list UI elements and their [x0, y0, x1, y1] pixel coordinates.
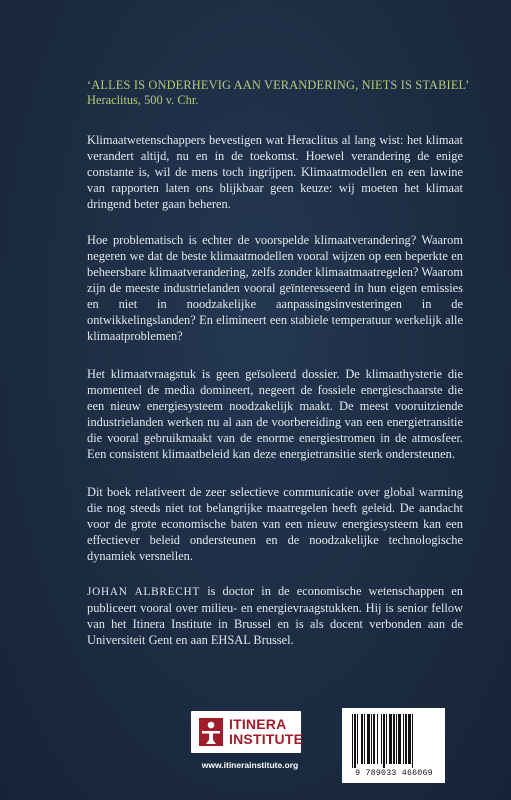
barcode-bar: [386, 714, 387, 764]
author-bio-text: is doctor in de economische wetenschappen en publiceert vooral over milieu- en energievraagstukken. Hij is senior fellow van het Itinera Institute in Brussel en is als docent verbonden aan de Universiteit Gent en aan EHSAL Brussel.: [87, 584, 463, 647]
barcode-bar: [354, 714, 356, 768]
barcode-bar: [357, 714, 358, 764]
barcode-bar: [361, 714, 363, 764]
barcode-bar: [396, 714, 397, 764]
blurb-paragraph-4: Dit boek relativeert de zeer selectieve communicatie over global warming die nog steeds niet tot belangrijke maatregelen heeft geleid. De aandacht voor de grote economische baten van een nieuw energiesysteem kan een effectiever beleid ondersteunen en de noodzakelijke technologische dynamiek versnellen.: [87, 485, 463, 563]
barcode-bar: [393, 714, 395, 764]
barcode-bar: [403, 714, 404, 764]
blurb-paragraph-2: Hoe problematisch is echter de voorspelde klimaatverandering? Waarom negeren we dat de beste klimaatmodellen vooral wijzen op een beperkte en beheersbare klimaatverandering, zelfs zonder klimaatmaatregelen? Waarom zijn de meeste industrielanden vooral geïnteresseerd in hun eigen emissies en niet in noodzakelijke aanpassingsinvesteringen in de ontwikkelingslanden? En elimineert een stabiele temperatuur werkelijk alle klimaatproblemen?: [87, 233, 463, 343]
barcode-bar: [367, 714, 370, 764]
publisher-logo-text: [229, 717, 303, 747]
barcode-bar: [377, 714, 378, 764]
author-name: JOHAN ALBRECHT: [87, 586, 201, 598]
barcode-bar: [405, 714, 407, 764]
barcode-bar: [381, 714, 382, 764]
barcode-bar: [412, 714, 413, 768]
barcode-bar: [364, 714, 365, 764]
publisher-logo: [191, 711, 304, 753]
publisher-url: www.itinerainstitute.org: [201, 760, 299, 770]
blurb-paragraph-1: Klimaatwetenschappers bevestigen wat Heraclitus al lang wist: het klimaat verandert altijd, nu en in de toekomst. Hoewel verandering de enige constante is, wil de mens toch ingrijpen. Klimaatmodellen en een lawine van rapporten laten ons blijkbaar geen keuze: wij moeten het klimaat dringend beter gaan beheren.: [87, 133, 463, 211]
barcode-bar: [408, 714, 411, 764]
barcode-digits: 9 789033 466069: [355, 769, 433, 778]
epigraph-attribution: Heraclitus, 500 v. Chr.: [87, 93, 199, 107]
author-bio: [87, 583, 463, 648]
epigraph-quote: ‘ALLES IS ONDERHEVIG AAN VERANDERING, NIETS IS STABIEL’: [87, 78, 470, 92]
itinera-person-icon: [197, 716, 225, 748]
publisher-logo-line2: INSTITUTE: [229, 731, 304, 747]
isbn-barcode: [342, 708, 445, 783]
barcode-bar: [352, 714, 353, 768]
barcode-bar: [383, 714, 385, 768]
blurb-paragraph-3: Het klimaatvraagstuk is geen geïsoleerd dossier. De klimaathysterie die momenteel de media domineert, negeert de fossiele energieschaarste die een nieuw energiesysteem noodzakelijk maakt. De meest vooruitziende industrielanden werken nu al aan de voorbereiding van een energietransitie die vooral gebruikmaakt van de enorme energiestromen in de atmosfeer. Een consistent klimaatbeleid kan deze energietransitie sterk ondersteunen.: [87, 367, 463, 461]
barcode-bar: [398, 714, 401, 764]
barcode-bar: [389, 714, 392, 764]
barcode-bar: [371, 714, 372, 764]
epigraph: [87, 78, 487, 108]
barcode-bars: [350, 714, 438, 768]
publisher-logo-line1: ITINERA: [229, 716, 287, 732]
barcode-bar: [373, 714, 375, 764]
